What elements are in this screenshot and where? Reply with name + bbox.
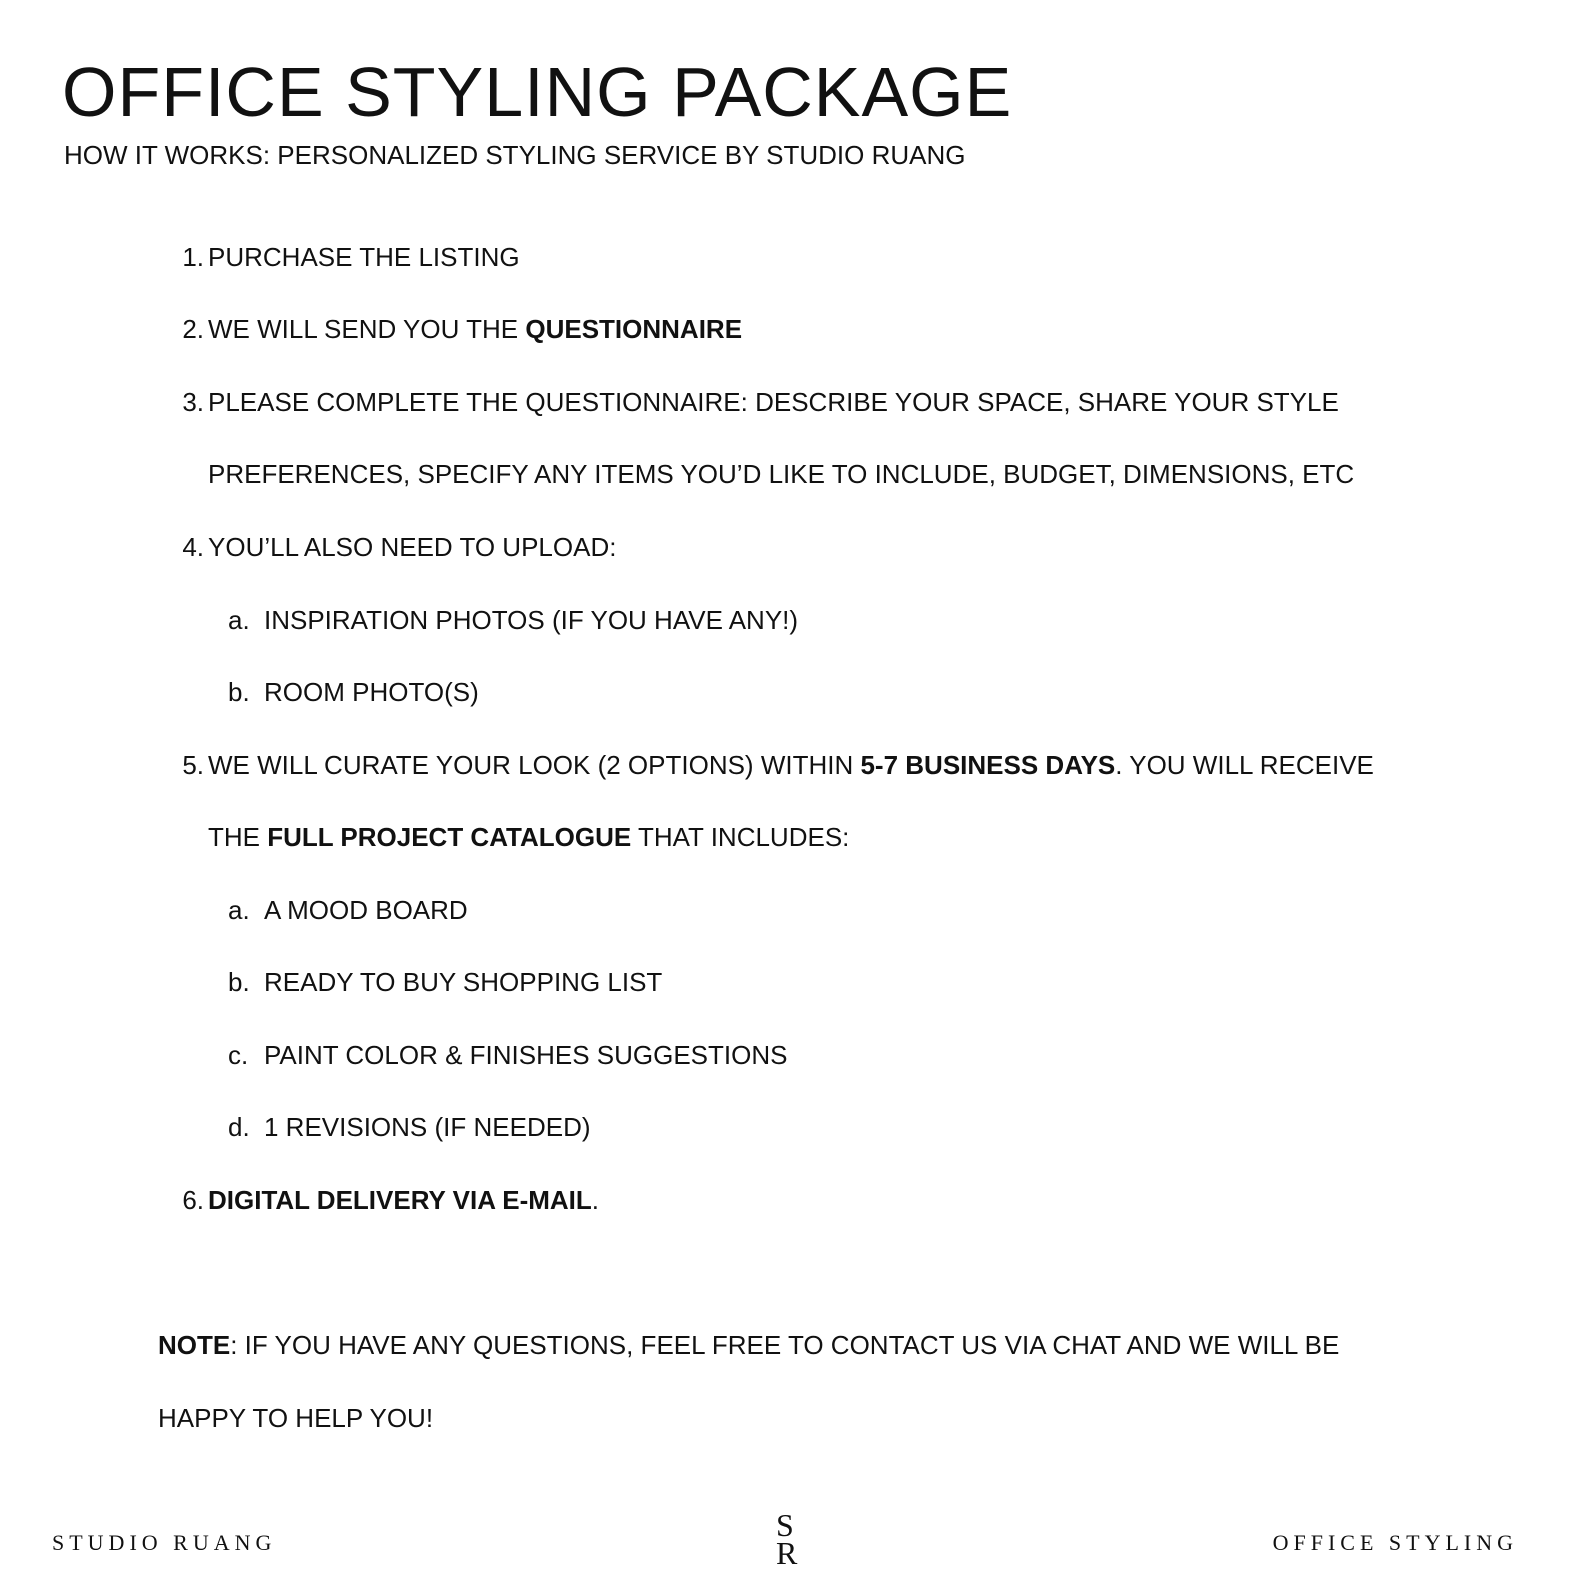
step-number: 6.	[182, 1185, 204, 1215]
note	[158, 1328, 1339, 1362]
sub-text: READY TO BUY SHOPPING LIST	[264, 967, 663, 997]
step-text: YOU’LL ALSO NEED TO UPLOAD:	[208, 532, 617, 562]
step-number: 3.	[182, 387, 204, 417]
sub-text: ROOM PHOTO(S)	[264, 677, 479, 707]
svg-text:R: R	[776, 1535, 798, 1568]
step-number: 4.	[182, 532, 204, 562]
bold-text: DIGITAL DELIVERY VIA E-MAIL	[208, 1185, 592, 1215]
step-text: DIGITAL DELIVERY VIA E-MAIL.	[208, 1185, 600, 1215]
studio-ruang-logo-icon	[770, 1508, 810, 1568]
sub-letter: a.	[228, 605, 250, 635]
sub-letter: c.	[228, 1040, 249, 1070]
step-text: THE FULL PROJECT CATALOGUE THAT INCLUDES:	[208, 822, 850, 852]
step-text: WE WILL CURATE YOUR LOOK (2 OPTIONS) WITHIN 5-7 BUSINESS DAYS. YOU WILL RECEIVE	[208, 750, 1374, 780]
sub-letter: b.	[228, 677, 250, 707]
note-continued: HAPPY TO HELP YOU!	[158, 1403, 434, 1433]
step-text: PREFERENCES, SPECIFY ANY ITEMS YOU’D LIKE TO INCLUDE, BUDGET, DIMENSIONS, ETC	[208, 459, 1355, 489]
sub-letter: a.	[228, 895, 250, 925]
note-label: NOTE	[158, 1330, 231, 1360]
bold-text: 5-7 BUSINESS DAYS	[860, 750, 1116, 780]
note-text: : IF YOU HAVE ANY QUESTIONS, FEEL FREE TO CONTACT US VIA CHAT AND WE WILL BE	[230, 1330, 1340, 1360]
step-text: WE WILL SEND YOU THE QUESTIONNAIRE	[208, 314, 743, 344]
page-subtitle: HOW IT WORKS: PERSONALIZED STYLING SERVICE BY STUDIO RUANG	[64, 140, 966, 170]
footer-brand: STUDIO RUANG	[52, 1530, 277, 1555]
svg-text:S: S	[776, 1508, 794, 1543]
bold-text: QUESTIONNAIRE	[525, 314, 743, 344]
step-number: 1.	[182, 242, 204, 272]
sub-text: INSPIRATION PHOTOS (IF YOU HAVE ANY!)	[264, 605, 799, 635]
step-number: 2.	[182, 314, 204, 344]
page-title: OFFICE STYLING PACKAGE	[62, 53, 1013, 131]
step-number: 5.	[182, 750, 204, 780]
sub-letter: b.	[228, 967, 250, 997]
sub-text: PAINT COLOR & FINISHES SUGGESTIONS	[264, 1040, 788, 1070]
sub-text: A MOOD BOARD	[264, 895, 468, 925]
step-text: PLEASE COMPLETE THE QUESTIONNAIRE: DESCRIBE YOUR SPACE, SHARE YOUR STYLE	[208, 387, 1339, 417]
footer-label: OFFICE STYLING	[1272, 1530, 1518, 1555]
bold-text: FULL PROJECT CATALOGUE	[267, 822, 632, 852]
sub-text: 1 REVISIONS (IF NEEDED)	[264, 1112, 591, 1142]
sub-letter: d.	[228, 1112, 250, 1142]
step-text: PURCHASE THE LISTING	[208, 242, 520, 272]
